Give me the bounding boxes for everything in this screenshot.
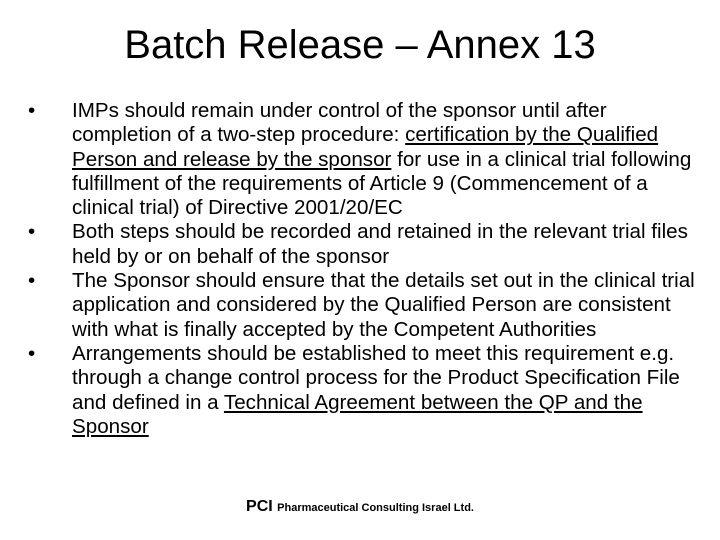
bullet-marker: •: [28, 269, 36, 293]
bullet-item: [28, 269, 708, 342]
bullet-text-underlined: Technical Agreement between the QP and the Sponsor: [72, 390, 643, 438]
bullet-text: The Sponsor should ensure that the details set out in the clinical trial application and considered by the Qualified Person are consistent with what is finally accepted by the Competent Authorities: [72, 269, 695, 341]
bullet-marker: •: [28, 220, 36, 244]
bullet-text: Both steps should be recorded and retained in the relevant trial files held by or on behalf of the sponsor: [72, 220, 688, 268]
slide-title: Batch Release – Annex 13: [124, 23, 596, 67]
footer-org-full: Pharmaceutical Consulting Israel Ltd.: [277, 502, 474, 514]
bullet-text-underlined: certification by the Qualified Person and release by the sponsor: [72, 123, 659, 171]
bullet-marker: •: [28, 341, 36, 365]
bullet-text: for use in a clinical trial following fulfillment of the requirements of Article 9 (Commencement of a clinical trial) of Directive 2001/20/EC: [72, 147, 692, 220]
bullet-list: [28, 99, 708, 439]
bullet-text: Arrangements should be established to meet this requirement e.g. through a change control process for the Product Specification File and defined in a: [72, 341, 680, 414]
bullet-item: [28, 99, 708, 220]
footer: [0, 498, 720, 516]
bullet-text: IMPs should remain under control of the sponsor until after completion of a two-step procedure:: [72, 99, 607, 147]
bullet-marker: •: [28, 99, 36, 122]
bullet-item: [28, 342, 708, 439]
bullet-item: [28, 220, 708, 269]
footer-org-abbrev: PCI: [246, 498, 273, 515]
